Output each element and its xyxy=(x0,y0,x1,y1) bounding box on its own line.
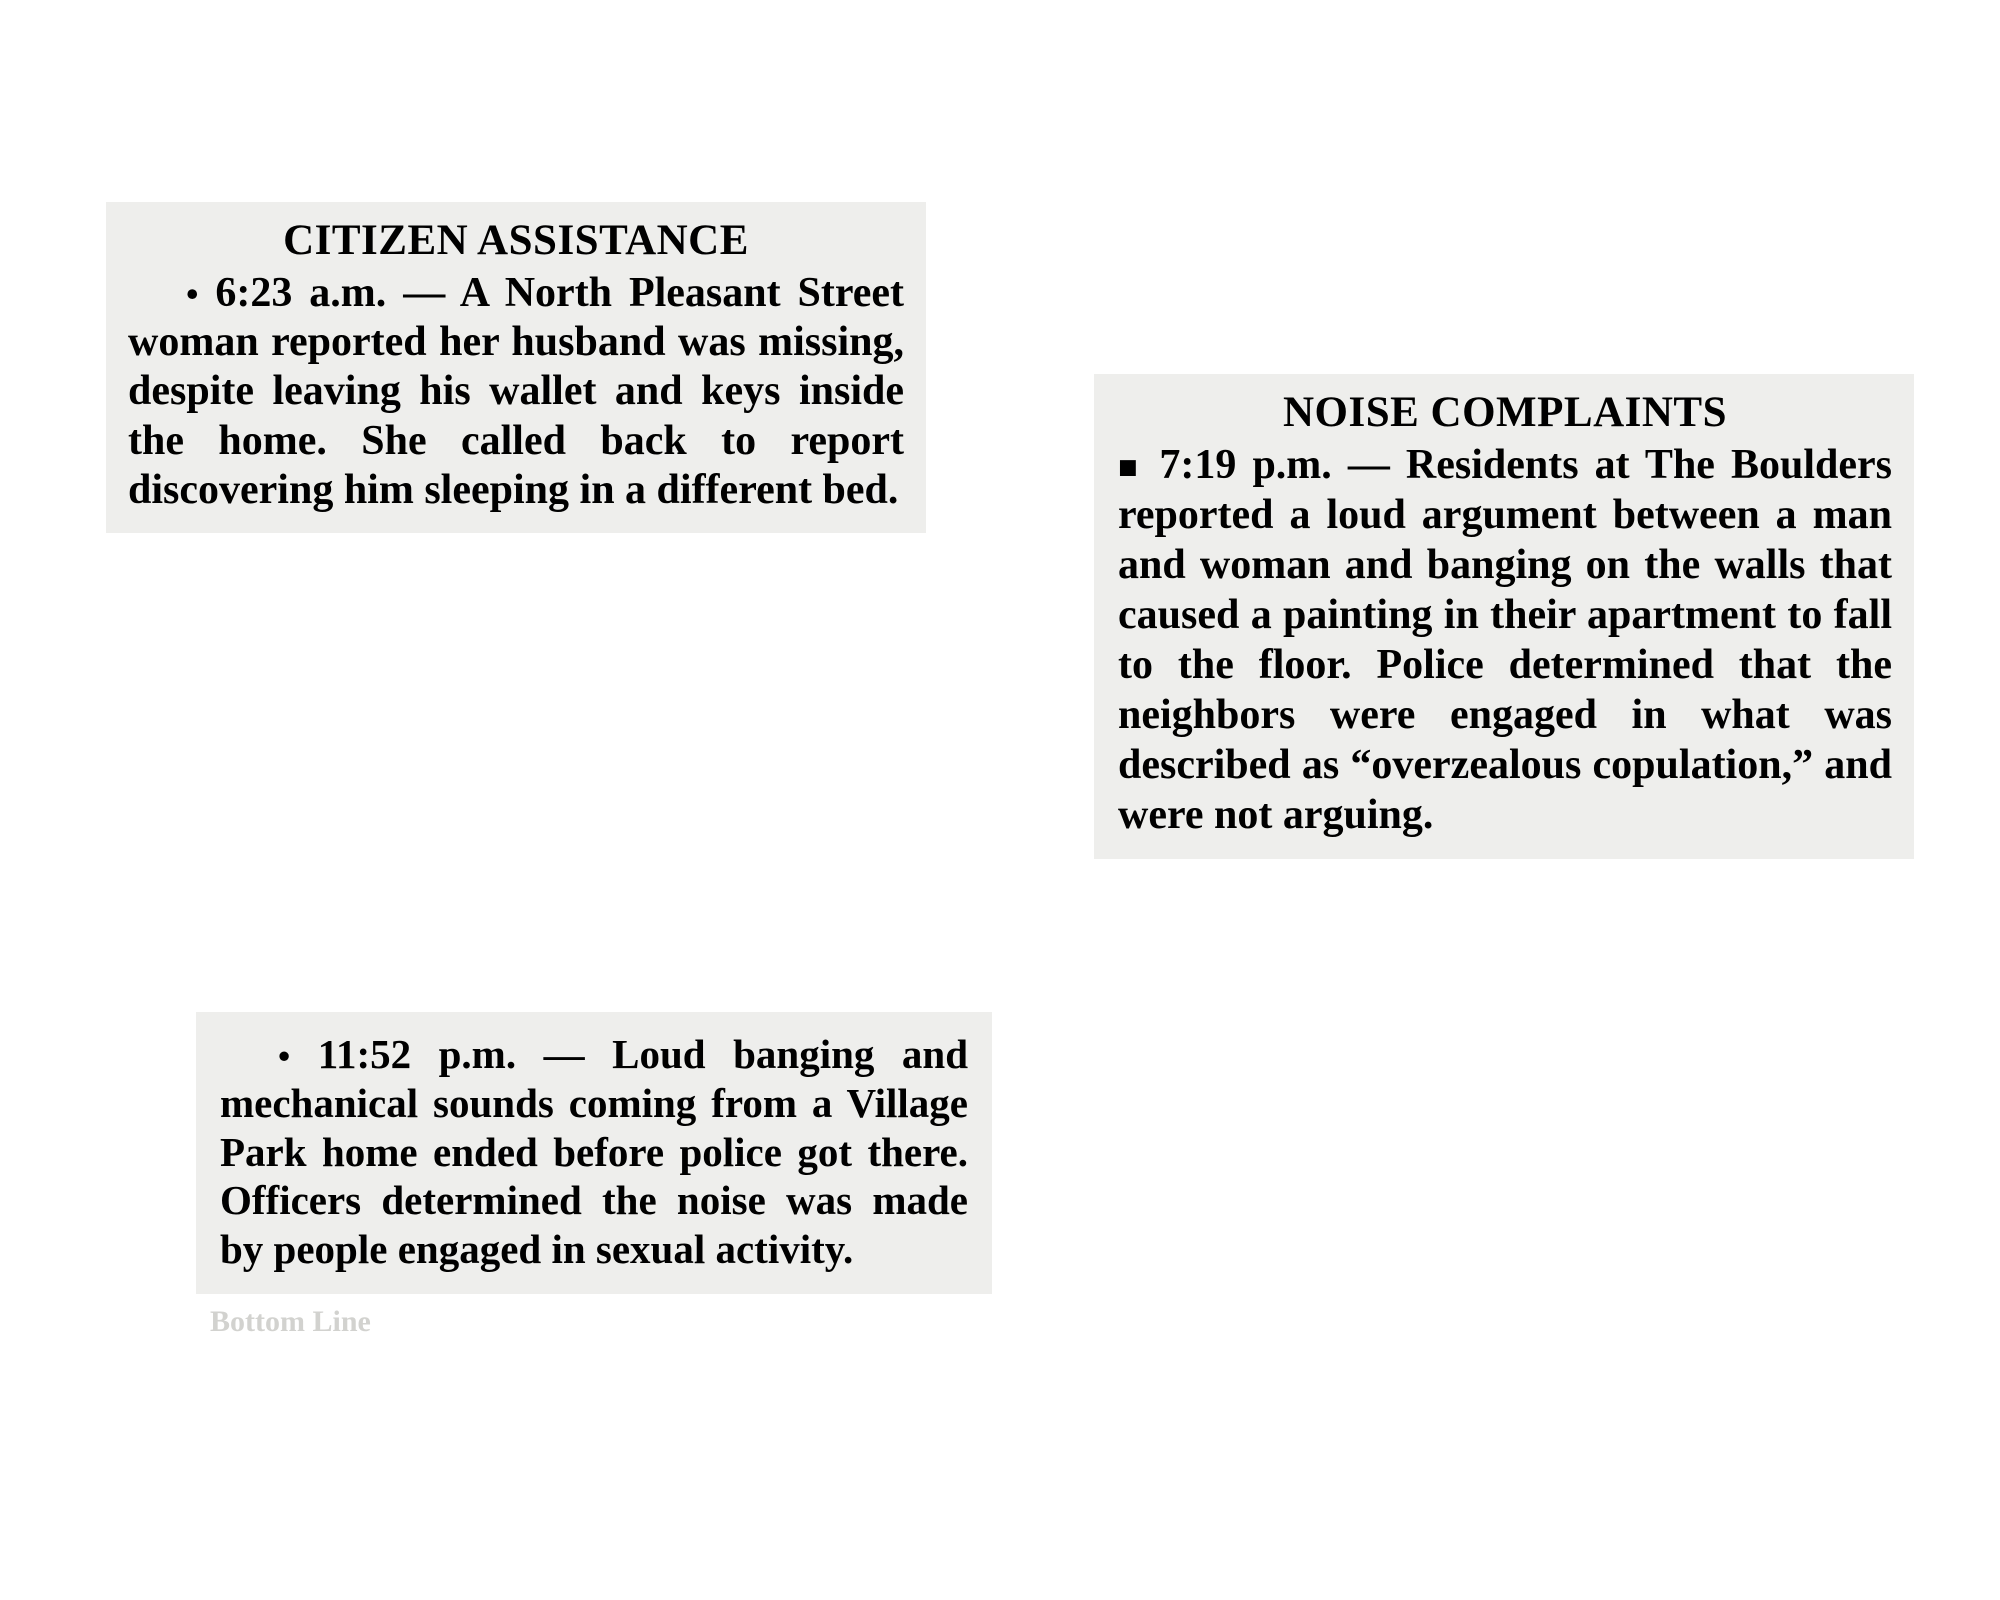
entry-time: 11:52 p.m. xyxy=(317,1031,517,1077)
clipping-body xyxy=(220,1030,968,1274)
em-dash: — xyxy=(543,1031,585,1077)
entry-time: 6:23 a.m. xyxy=(215,270,387,317)
bullet-icon: • xyxy=(186,274,199,315)
clipping-citizen-assistance xyxy=(106,202,926,533)
clipping-village-park-noise xyxy=(196,1012,992,1294)
clipping-heading: NOISE COMPLAINTS xyxy=(1282,389,1728,436)
entry-text: Residents at The Boulders reported a loud argument between a man and woman and banging on the walls that caused a painting in their apartment to fall to the floor. Police determined that the neighbors were engaged in what was described as “overzealous copulation,” and were not arguing. xyxy=(1118,442,1893,838)
em-dash: — xyxy=(403,270,446,317)
entry-time: 7:19 p.m. xyxy=(1159,442,1332,489)
clipping-body xyxy=(1118,441,1892,841)
clipping-body xyxy=(128,269,904,515)
entry-text: Loud banging and mechanical sounds coming from a Village Park home ended before police got there. Officers determined the noise was made by people engaged in sexual activity. xyxy=(220,1031,969,1273)
entry-text: A North Pleasant Street woman reported her husband was missing, despite leaving his wallet and keys inside the home. She called back to report discovering him sleeping in a different bed. xyxy=(128,270,904,513)
bullet-icon: • xyxy=(278,1037,291,1076)
em-dash: — xyxy=(1347,442,1390,489)
clipping-noise-complaints xyxy=(1094,374,1914,859)
ghost-underlying-text: Bottom Line xyxy=(210,1305,371,1333)
bullet-icon: ■ xyxy=(1118,450,1144,487)
clipping-heading: CITIZEN ASSISTANCE xyxy=(283,217,749,264)
